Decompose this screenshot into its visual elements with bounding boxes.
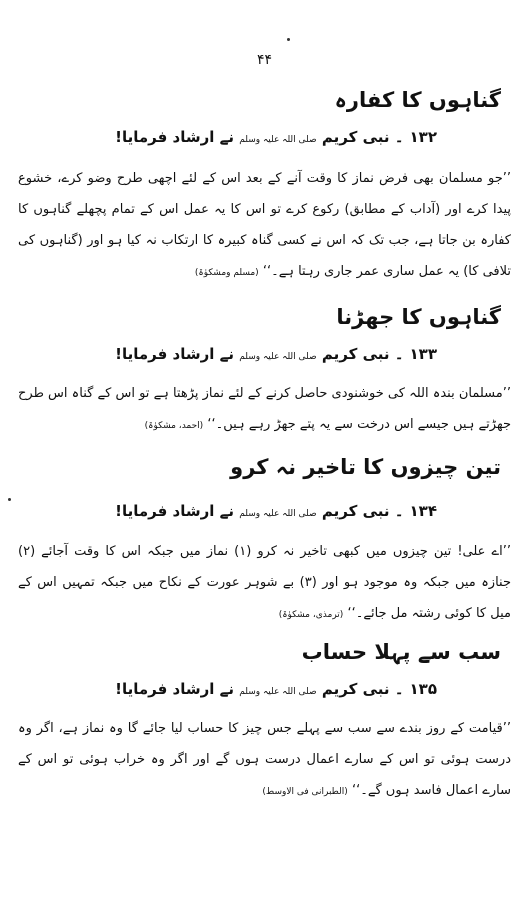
- hadith-title-start: نبی کریم: [321, 680, 390, 698]
- section-heading: گناہوں کا کفارہ: [334, 88, 501, 112]
- hadith-reference: (مسلم ومشکوٰۃ): [194, 268, 259, 278]
- hadith-title: ۱۳۵۔ نبی کریم صلی اللہ علیہ وسلم نے ارشاد فرمایا!: [115, 680, 437, 698]
- hadith-title-start: نبی کریم: [321, 502, 390, 520]
- hadith-text: [18, 536, 511, 631]
- hadith-number: ۱۳۳: [409, 345, 437, 363]
- hadith-title: ۱۳۳۔ نبی کریم صلی اللہ علیہ وسلم نے ارشاد فرمایا!: [115, 345, 437, 363]
- hadith-text: [18, 163, 511, 289]
- salawat: صلی اللہ علیہ وسلم: [239, 687, 317, 697]
- hadith-title-end: نے ارشاد فرمایا!: [115, 128, 235, 146]
- scan-speck: [8, 498, 11, 501]
- hadith-number: ۱۳۲: [409, 128, 437, 146]
- hadith-body: ’’جو مسلمان بھی فرض نماز کا وقت آنے کے بعد اس کے لئے اچھی طرح وضو کرے، خشوع پیدا کرے اور (آداب کے مطابق) رکوع کرے تو اس کا یہ عمل اس کے تمام پچھلے گناہوں کا کفارہ بن جاتا ہے، جب تک کہ اس نے کسی گناہ کبیرہ کا ارتکاب نہ کیا ہو اور (گناہوں کی تلافی کا) یہ عمل ساری عمر جاری رہتا ہے۔‘‘: [18, 171, 511, 279]
- hadith-text: [18, 713, 511, 808]
- hadith-reference: (الطبرانی فی الاوسط): [262, 787, 348, 797]
- hadith-text: [18, 378, 511, 442]
- hadith-title-end: نے ارشاد فرمایا!: [115, 502, 235, 520]
- section-heading: سب سے پہلا حساب: [301, 640, 501, 664]
- hadith-number: ۱۳۴: [409, 502, 437, 520]
- hadith-title: ۱۳۲۔ نبی کریم صلی اللہ علیہ وسلم نے ارشاد فرمایا!: [115, 128, 437, 146]
- hadith-body: ’’قیامت کے روز بندے سے سب سے پہلے جس چیز کا حساب لیا جائے گا وہ نماز ہے، اگر وہ درست ہوئی تو اس کے سارے اعمال درست ہوں گے اور اگر وہ خراب ہوئی تو اس کے سارے اعمال فاسد ہوں گے۔‘‘: [18, 721, 511, 798]
- section-heading: تین چیزوں کا تاخیر نہ کرو: [230, 455, 501, 479]
- hadith-reference: (ترمذی، مشکوٰۃ): [278, 610, 344, 620]
- hadith-body: ’’اے علی! تین چیزوں میں کبھی تاخیر نہ کرو (۱) نماز میں جبکہ اس کا وقت آجائے (۲) جنازہ میں جبکہ وہ موجود ہو اور (۳) بے شوہر عورت کے نکاح میں جبکہ تمہیں اس کے میل کا کوئی رشتہ مل جائے۔‘‘: [18, 544, 512, 621]
- hadith-title-start: نبی کریم: [321, 345, 390, 363]
- scan-speck: [287, 38, 290, 41]
- hadith-title-end: نے ارشاد فرمایا!: [115, 680, 235, 698]
- hadith-title: ۱۳۴۔ نبی کریم صلی اللہ علیہ وسلم نے ارشاد فرمایا!: [115, 502, 437, 520]
- salawat: صلی اللہ علیہ وسلم: [239, 135, 317, 145]
- hadith-title-start: نبی کریم: [321, 128, 390, 146]
- page-number: ۴۴: [256, 52, 273, 68]
- hadith-reference: (احمد، مشکوٰۃ): [144, 421, 204, 431]
- section-heading: گناہوں کا جھڑنا: [336, 305, 501, 329]
- salawat: صلی اللہ علیہ وسلم: [239, 352, 317, 362]
- hadith-body: ’’مسلمان بندہ اللہ کی خوشنودی حاصل کرنے کے لئے نماز پڑھتا ہے تو اس کے گناہ اس طرح جھڑتے ہیں جیسے اس درخت سے یہ پتے جھڑ رہے ہیں۔‘‘: [18, 386, 511, 432]
- hadith-number: ۱۳۵: [409, 680, 437, 698]
- salawat: صلی اللہ علیہ وسلم: [239, 509, 317, 519]
- hadith-title-end: نے ارشاد فرمایا!: [115, 345, 235, 363]
